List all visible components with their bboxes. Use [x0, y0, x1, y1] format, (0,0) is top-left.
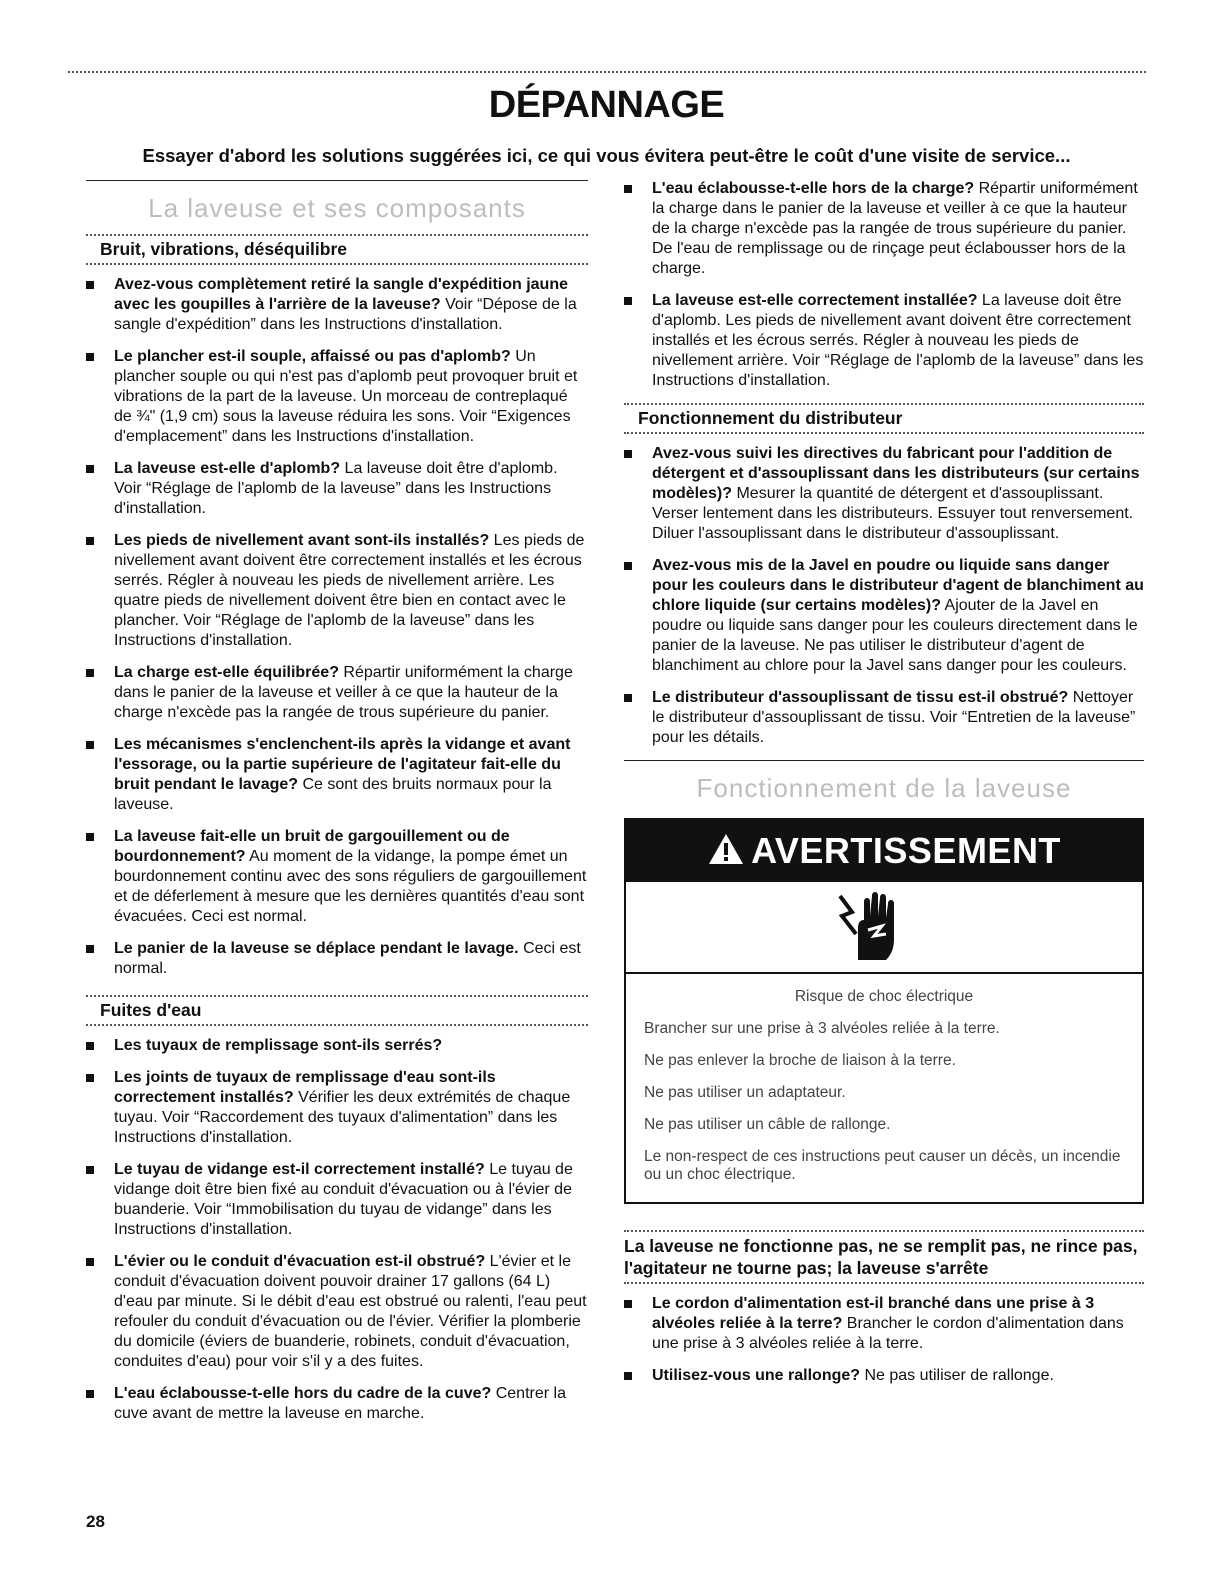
list-item [86, 1036, 588, 1056]
category-heading: Fonctionnement de la laveuse [696, 773, 1072, 803]
item-answer: Ajouter de la Javel en poudre ou liquide sans danger pour les couleurs directement dans le panier de la laveuse. Ne pas utiliser le distributeur d'agent de blanchiment au chlore pour la Javel sans danger pour les couleurs. [652, 597, 1138, 674]
item-answer: Nettoyer le distributeur d'assouplissant de tissu. Voir “Entretien de la laveuse” pour les détails. [652, 689, 1136, 746]
right-column [624, 177, 1144, 1398]
section-heading-dispenser: Fonctionnement du distributeur [638, 408, 903, 428]
item-answer: Au moment de la vidange, la pompe émet un bourdonnement continu avec des sons réguliers de gargouillement et de déferlement à mesure que les dernières quantités d'eau sont évacuées. Ceci est normal. [114, 848, 587, 925]
item-question: Le cordon d'alimentation est-il branché dans une prise à 3 alvéoles reliée à la terre? [652, 1295, 1095, 1332]
item-answer: Voir “Dépose de la sangle d'expédition” dans les Instructions d'installation. [114, 296, 577, 333]
item-answer: Les pieds de nivellement avant doivent être correctement installés et les écrous serrés. Régler à nouveau les pieds de nivellement arrière. Les quatre pieds de nivellement doivent être bien en contact avec le plancher. Voir “Réglage de l'aplomb de la laveuse” dans les Instructions d'installation. [114, 532, 585, 649]
category-rule [624, 760, 1144, 761]
item-question: Utilisez-vous une rallonge? [652, 1367, 861, 1384]
list-item [624, 179, 1144, 279]
section-rule [86, 263, 588, 265]
noise-list [86, 275, 588, 979]
list-item [624, 1294, 1144, 1354]
item-question: Les tuyaux de remplissage sont-ils serrés? [114, 1037, 443, 1054]
item-question: Les pieds de nivellement avant sont-ils installés? [114, 532, 490, 549]
warning-header [626, 820, 1142, 882]
list-item [86, 275, 588, 335]
section-rule [86, 1024, 588, 1026]
list-item [86, 1252, 588, 1372]
category-rule [86, 180, 588, 181]
list-item [86, 939, 588, 979]
item-answer: Un plancher souple ou qui n'est pas d'aplomb peut provoquer bruit et vibrations de la part de la laveuse. Un morceau de contreplaqué de ¾" (1,9 cm) sous la laveuse réduira les sons. Voir “Exigences d'emplacement” dans les Instructions d'installation. [114, 348, 578, 445]
item-answer: Ce sont des bruits normaux pour la laveuse. [114, 776, 552, 813]
warning-triangle-icon [707, 832, 745, 866]
item-answer: La laveuse doit être d'aplomb. Les pieds de nivellement avant doivent être correctement installés et les écrous serrés. Régler à nouveau les pieds de nivellement arrière. Voir “Réglage de l'aplomb de la laveuse” dans les Instructions d'installation. [652, 292, 1144, 389]
list-item [624, 444, 1144, 544]
list-item [86, 347, 588, 447]
warning-pictogram [626, 882, 1142, 974]
list-item [86, 1384, 588, 1424]
page-number: 28 [86, 1512, 105, 1531]
item-question: Avez-vous suivi les directives du fabricant pour l'addition de détergent et d'assouplissant dans les distributeurs (sur certains modèles)? [652, 445, 1140, 502]
section-heading-leaks: Fuites d'eau [100, 1000, 202, 1020]
operation-list [624, 1294, 1144, 1386]
warning-title: AVERTISSEMENT [751, 830, 1061, 871]
item-answer: Brancher le cordon d'alimentation dans une prise à 3 alvéoles reliée à la terre. [652, 1315, 1124, 1352]
item-answer: Répartir uniformément la charge dans le panier de la laveuse et veiller à ce que la hauteur de la charge n'excède pas la rangée de trous supérieure du panier. De l'eau de remplissage ou de rinçage peut éclabousser hors de la charge. [652, 180, 1138, 277]
item-question: La laveuse est-elle d'aplomb? [114, 460, 341, 477]
warning-line: Ne pas utiliser un adaptateur. [644, 1084, 846, 1101]
item-answer: Répartir uniformément la charge dans le panier de la laveuse et veiller à ce que la hauteur de la charge n'excède pas la rangée de trous supérieure du panier. [114, 664, 573, 721]
list-item [86, 459, 588, 519]
list-item [86, 827, 588, 927]
item-question: La laveuse est-elle correctement installée? [652, 292, 978, 309]
item-answer: Vérifier les deux extrémités de chaque tuyau. Voir “Raccordement des tuyaux d'alimentation” dans les Instructions d'installation. [114, 1089, 571, 1146]
section-heading-operation: La laveuse ne fonctionne pas, ne se remplit pas, ne rince pas, l'agitateur ne tourne pas; la laveuse s'arrête [624, 1236, 1138, 1278]
page-title: DÉPANNAGE [488, 84, 725, 126]
item-question: Avez-vous complètement retiré la sangle d'expédition jaune avec les goupilles à l'arrière de la laveuse? [114, 276, 568, 313]
splash-list [624, 179, 1144, 391]
item-question: L'évier ou le conduit d'évacuation est-il obstrué? [114, 1253, 486, 1270]
list-item [86, 531, 588, 651]
list-item [624, 291, 1144, 391]
item-answer: Ne pas utiliser de rallonge. [860, 1367, 1054, 1384]
leaks-list [86, 1036, 588, 1424]
section-rule [624, 432, 1144, 434]
warning-line: Brancher sur une prise à 3 alvéoles reliée à la terre. [644, 1020, 1000, 1037]
item-question: Le panier de la laveuse se déplace pendant le lavage. [114, 940, 519, 957]
warning-line: Le non-respect de ces instructions peut causer un décès, un incendie ou un choc électrique. [644, 1148, 1121, 1183]
list-item [86, 735, 588, 815]
warning-box [624, 818, 1144, 1204]
warning-body [626, 974, 1142, 1202]
item-question: Le distributeur d'assouplissant de tissu est-il obstrué? [652, 689, 1069, 706]
item-question: Avez-vous mis de la Javel en poudre ou liquide sans danger pour les couleurs dans le distributeur d'agent de blanchiment au chlore liquide (sur certains modèles)? [652, 557, 1144, 614]
list-item [624, 556, 1144, 676]
electric-shock-hand-icon [834, 890, 904, 966]
list-item [624, 688, 1144, 748]
item-question: La charge est-elle équilibrée? [114, 664, 339, 681]
item-question: Le tuyau de vidange est-il correctement installé? [114, 1161, 485, 1178]
section-heading-noise: Bruit, vibrations, déséquilibre [100, 239, 347, 259]
item-question: Les mécanismes s'enclenchent-ils après la vidange et avant l'essorage, ou la partie supérieure de l'agitateur fait-elle du bruit pendant le lavage? [114, 736, 571, 793]
item-question: Les joints de tuyaux de remplissage d'eau sont-ils correctement installés? [114, 1069, 496, 1106]
top-divider [68, 71, 1146, 73]
left-column [86, 180, 588, 1436]
item-question: La laveuse fait-elle un bruit de gargouillement ou de bourdonnement? [114, 828, 510, 865]
item-answer: Centrer la cuve avant de mettre la laveuse en marche. [114, 1385, 566, 1422]
list-item [86, 1068, 588, 1148]
warning-line: Ne pas utiliser un câble de rallonge. [644, 1116, 891, 1133]
page-subtitle: Essayer d'abord les solutions suggérées ici, ce qui vous évitera peut-être le coût d'une visite de service... [142, 145, 1071, 166]
item-answer: Le tuyau de vidange doit être bien fixé au conduit d'évacuation ou à l'évier de buanderie. Voir “Immobilisation du tuyau de vidange” dans les Instructions d'installation. [114, 1161, 573, 1238]
section-rule [624, 1282, 1144, 1284]
list-item [86, 1160, 588, 1240]
item-question: L'eau éclabousse-t-elle hors de la charge? [652, 180, 975, 197]
item-answer: La laveuse doit être d'aplomb. Voir “Réglage de l'aplomb de la laveuse” dans les Instructions d'installation. [114, 460, 558, 517]
warning-line: Ne pas enlever la broche de liaison à la terre. [644, 1052, 956, 1069]
item-answer: Ceci est normal. [114, 940, 581, 977]
item-question: L'eau éclabousse-t-elle hors du cadre de la cuve? [114, 1385, 492, 1402]
list-item [86, 663, 588, 723]
item-question: Le plancher est-il souple, affaissé ou pas d'aplomb? [114, 348, 511, 365]
dispenser-list [624, 444, 1144, 748]
warning-risk: Risque de choc électrique [794, 988, 974, 1005]
category-heading: La laveuse et ses composants [148, 193, 526, 223]
item-answer: L'évier et le conduit d'évacuation doivent pouvoir drainer 17 gallons (64 L) d'eau par minute. Si le débit d'eau est obstrué ou ralenti, l'eau peut refouler du conduit d'évacuation ou de l'évier. Vérifier la plomberie du domicile (éviers de buanderie, robinets, conduit d'évacuation, conduites d'eau) pour voir s'il y a des fuites. [114, 1253, 587, 1370]
list-item [624, 1366, 1144, 1386]
item-answer: Mesurer la quantité de détergent et d'assouplissant. Verser lentement dans les distributeurs. Essuyer tout renversement. Diluer l'assouplissant dans le distributeur d'assouplissant. [652, 485, 1134, 542]
